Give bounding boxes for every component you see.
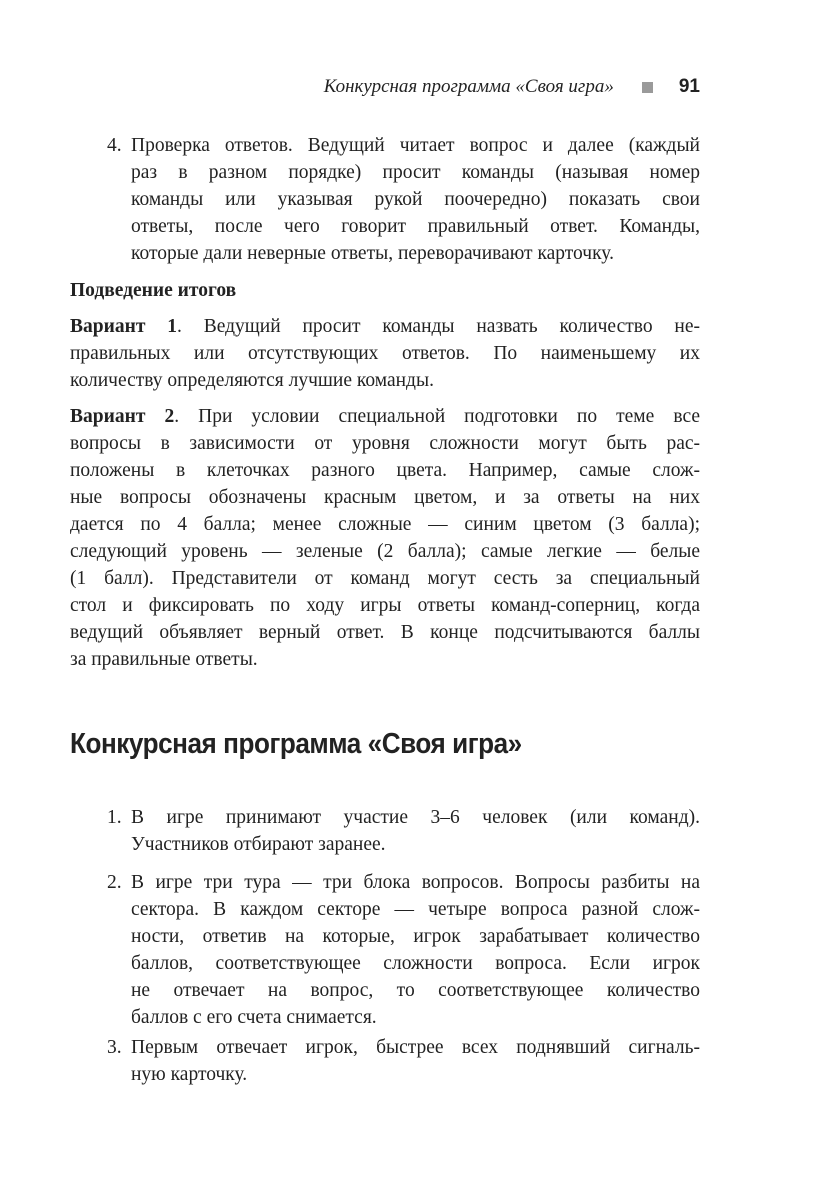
text-line: количеству определяются лучшие команды. [70,370,434,391]
list-number: 4. [107,135,122,156]
text-line: Участников отбирают заранее. [131,834,386,855]
text-line: сектора. В каждом секторе — четыре вопроса разной слож- [131,899,700,920]
variant-label: Вариант 2 [70,406,175,427]
text-line: стол и фиксировать по ходу игры ответы команд-соперниц, когда [70,595,700,616]
text-line: вопросы в зависимости от уровня сложности могут быть рас- [70,433,700,454]
text-line: Проверка ответов. Ведущий читает вопрос и далее (каждый [131,135,700,156]
rule-item-2 [107,869,700,1031]
text-line: раз в разном порядке) просит команды (называя номер [131,162,700,183]
text-line [70,313,700,340]
text-line: следующий уровень — зеленые (2 балла); самые легкие — белые [70,541,700,562]
running-title: Конкурсная программа «Своя игра» [323,76,614,97]
line-text: . Ведущий просит команды назвать количество не- [176,316,700,337]
summary-heading: Подведение итогов [70,280,237,301]
text-line: за правильные ответы. [70,649,258,670]
variant-1-paragraph [70,313,700,394]
text-line: ные вопросы обозначены красным цветом, и за ответы на них [70,487,700,508]
list-number: 1. [107,807,122,828]
text-line: которые дали неверные ответы, переворачивают карточку. [131,243,614,264]
text-line: правильных или отсутствующих ответов. По наименьшему их [70,343,700,364]
text-line: положены в клеточках разного цвета. Например, самые слож- [70,460,700,481]
text-line: баллов с его счета снимается. [131,1007,377,1028]
list-number: 2. [107,872,122,893]
text-line: ную карточку. [131,1064,248,1085]
text-line: Первым отвечает игрок, быстрее всех поднявший сигналь- [131,1037,700,1058]
list-item-4 [107,132,700,267]
line-text: . При условии специальной подготовки по теме все [174,406,700,427]
rule-item-1 [107,804,700,858]
text-line: не отвечает на вопрос, то соответствующее количество [131,980,700,1001]
text-line: В игре принимают участие 3–6 человек (или команд). [131,807,700,828]
text-line: ответы, после чего говорит правильный ответ. Команды, [131,216,700,237]
text-line: баллов, соответствующее сложности вопроса. Если игрок [131,953,700,974]
text-line: дается по 4 балла; менее сложные — синим цветом (3 балла); [70,514,700,535]
section-title: Конкурсная программа «Своя игра» [70,728,522,760]
text-line [70,403,700,430]
text-line: В игре три тура — три блока вопросов. Вопросы разбиты на [131,872,700,893]
square-bullet-icon [642,82,653,93]
page-number: 91 [678,76,700,97]
text-line: ности, ответив на которые, игрок зарабатывает количество [131,926,700,947]
list-number: 3. [107,1037,122,1058]
variant-2-paragraph [70,403,700,673]
text-line: команды или указывая рукой поочередно) показать свои [131,189,700,210]
running-header [324,76,700,98]
text-line: ведущий объявляет верный ответ. В конце подсчитываются баллы [70,622,700,643]
rule-item-3 [107,1034,700,1088]
variant-label: Вариант 1 [70,316,177,337]
text-line: (1 балл). Представители от команд могут сесть за специальный [70,568,700,589]
